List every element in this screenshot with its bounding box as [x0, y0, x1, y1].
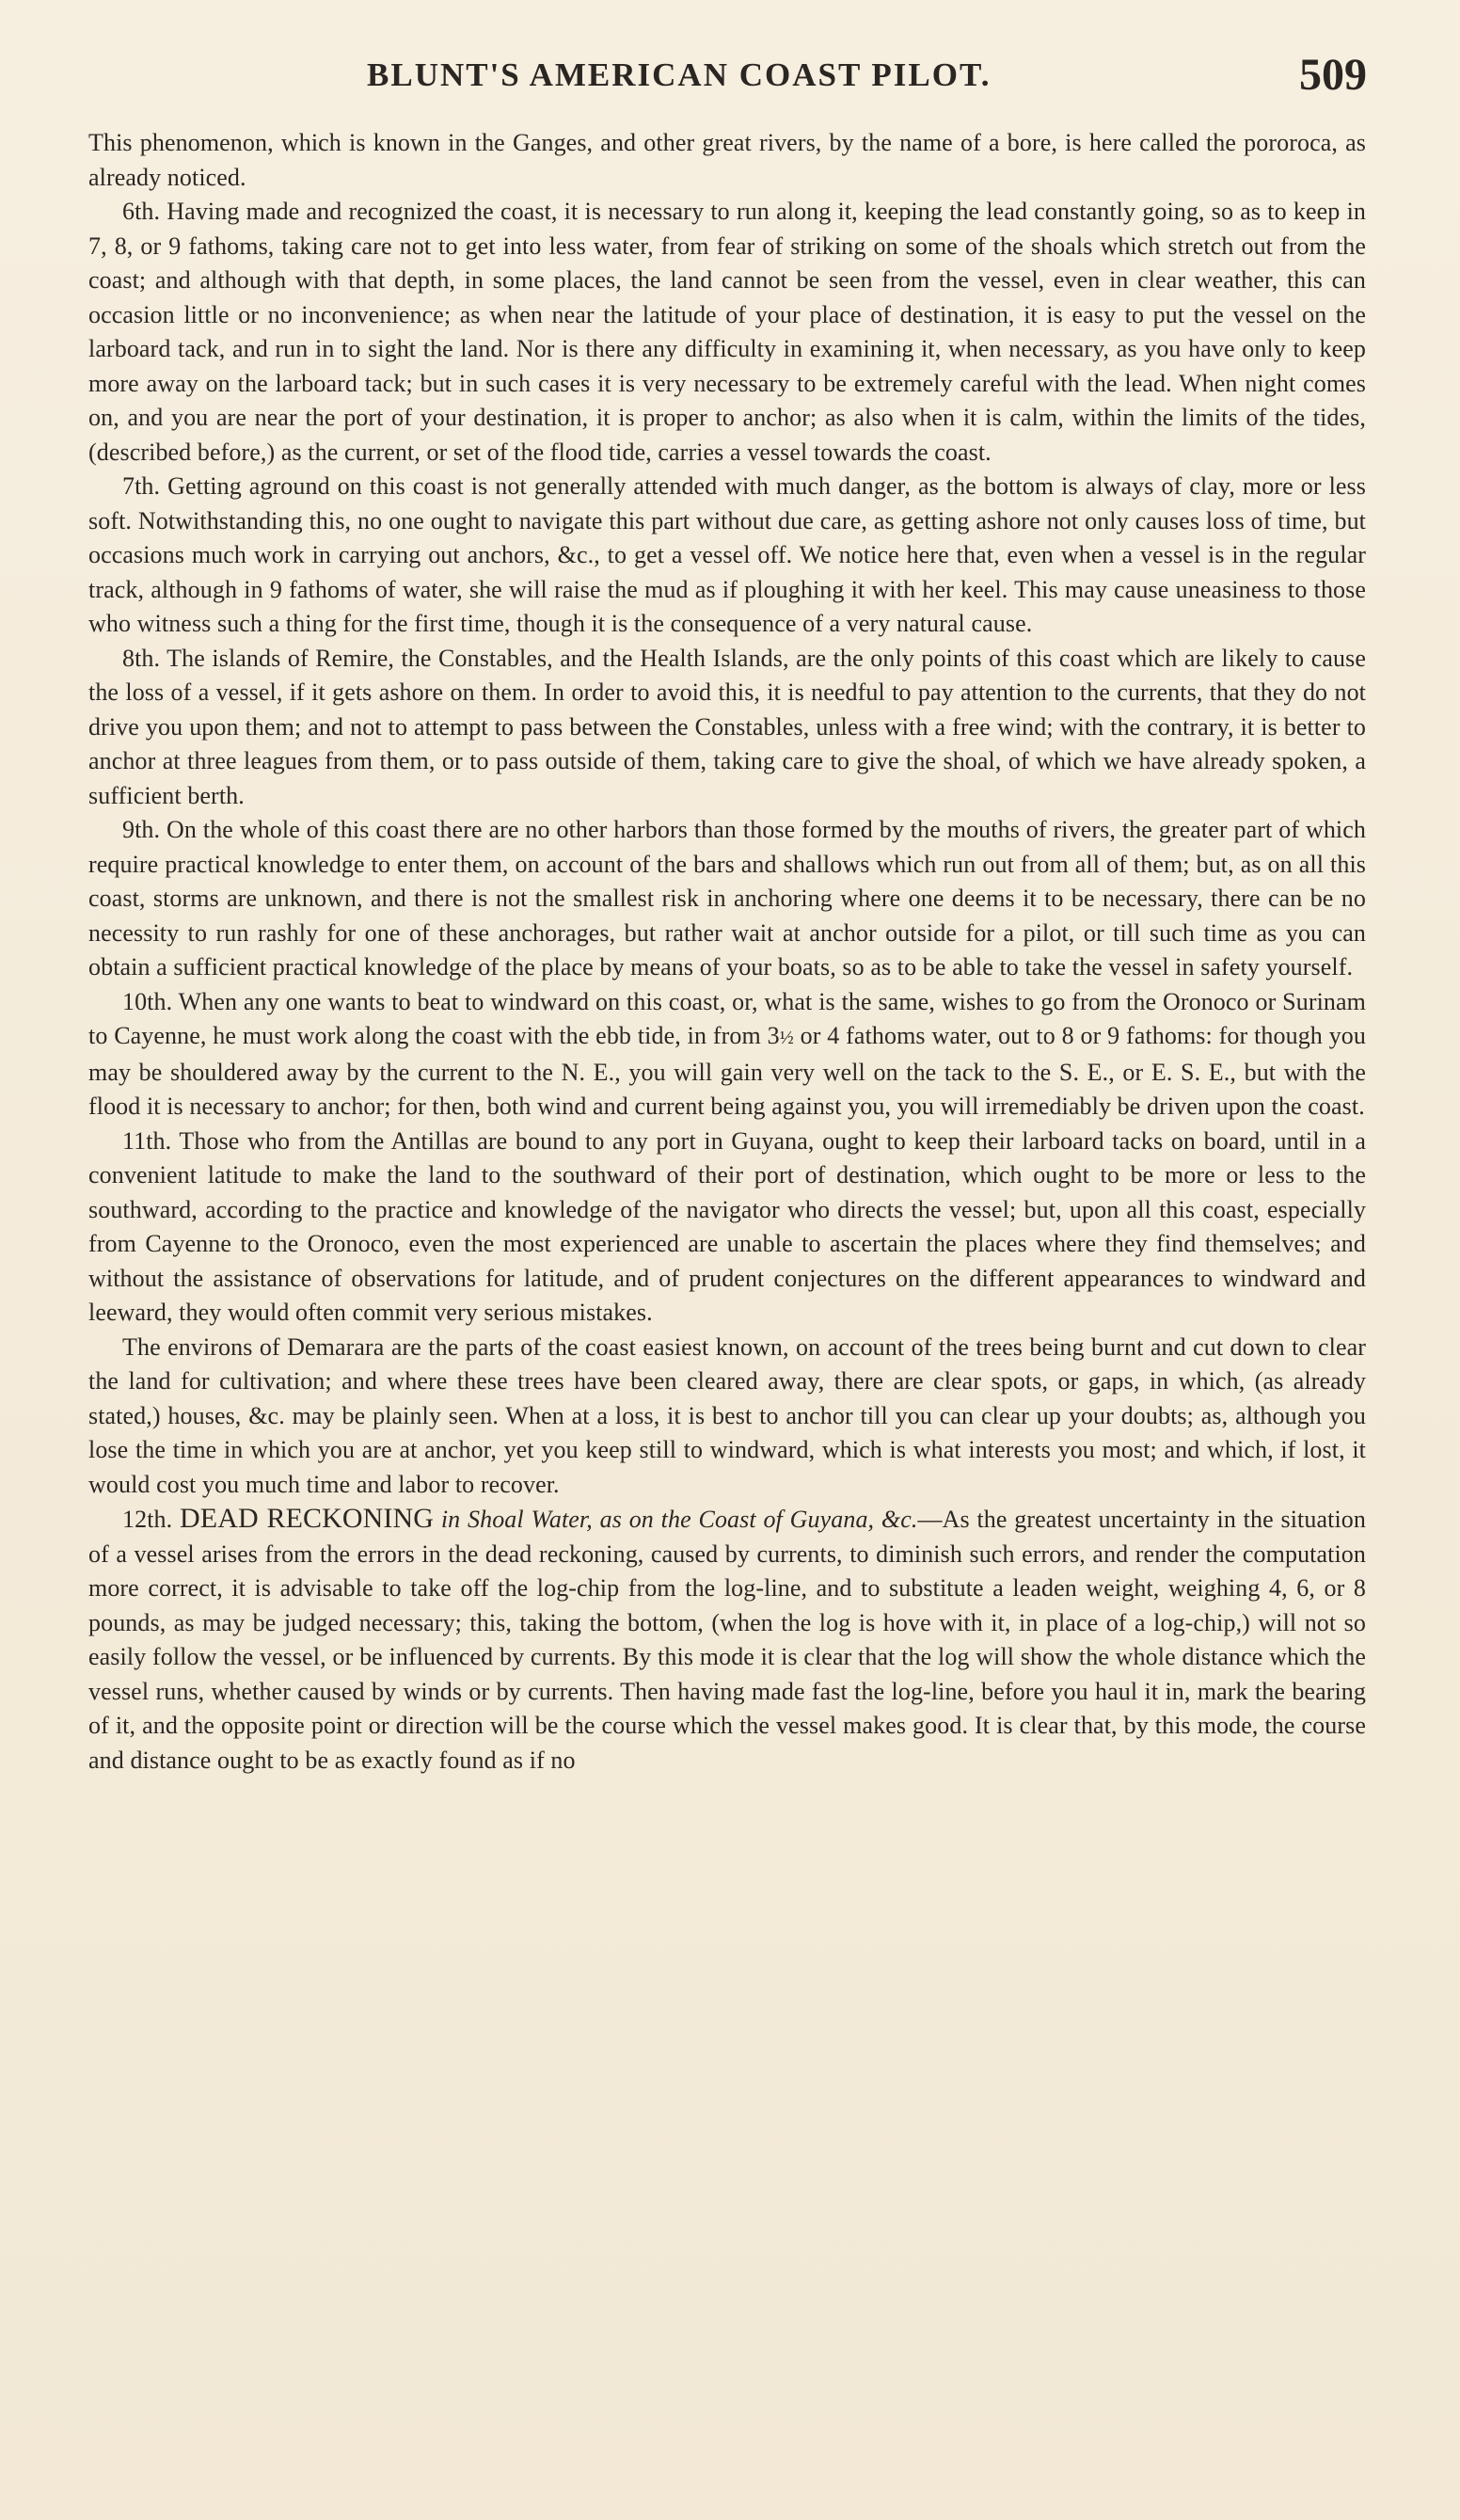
- paragraph-11th: 11th. Those who from the Antillas are bound to any port in Guyana, ought to keep their larboard tacks on board, until in a convenient latitude to make the land to the southward of their port of destination, which ought to be more or less to the southward, according to the practice and knowledge of the navigator who directs the vessel; but, upon all this coast, especially from Cayenne to the Oronoco, even the most experienced are unable to ascertain the places where they find themselves; and without the assistance of observations for latitude, and of prudent conjectures on the different appearances to windward and leeward, they would often commit very serious mistakes.: [88, 1126, 1366, 1326]
- paragraph-8th: 8th. The islands of Remire, the Constables, and the Health Islands, are the only points of this coast which are likely to cause the loss of a vessel, if it gets ashore on them. In order to avoid this, it is needful to pay attention to the currents, that they do not drive you upon them; and not to attempt to pass between the Constables, unless with a free wind; with the contrary, it is better to anchor at three leagues from them, or to pass outside of them, taking care to give the shoal, of which we have already spoken, a sufficient berth.: [88, 644, 1366, 809]
- paragraph-9th: 9th. On the whole of this coast there are no other harbors than those formed by the mouths of rivers, the greater part of which require practical knowledge to enter them, on account of the bars and shallows which run out from all of them; but, as on all this coast, storms are unknown, and there is not the smallest risk in anchoring where one deems it to be necessary, there can be no necessity to run rashly for one of these anchorages, but rather wait at anchor outside for a pilot, or till such time as you can obtain a sufficient practical knowledge of the place by means of your boats, so as to be able to take the vessel in safety yourself.: [88, 816, 1366, 981]
- running-title: BLUNT'S AMERICAN COAST PILOT.: [367, 56, 992, 93]
- section-subheading-shoal-water: in Shoal Water, as on the Coast of Guyana, &c.: [440, 1506, 918, 1533]
- body-text: [88, 126, 1366, 1778]
- paragraph-10th-part-a: 10th. When any one wants to beat to windward on this coast, or, what is the same, wishes to go from the Oronoco or Surinam to Cayenne, he must work along the coast with the ebb tide, in from 3: [88, 987, 1366, 1049]
- paragraph-12th-number: 12th.: [122, 1506, 173, 1533]
- paragraph-10th: [88, 985, 1366, 1124]
- paragraph-7th: 7th. Getting aground on this coast is not generally attended with much danger, as the bottom is always of clay, more or less soft. Notwithstanding this, no one ought to navigate this part without due care, as getting ashore not only causes loss of time, but occasions much work in carrying out anchors, &c., to get a vessel off. We notice here that, even when a vessel is in the regular track, although in 9 fathoms of water, she will raise the mud as if ploughing it with her keel. This may cause uneasiness to those who witness such a thing for the first time, though it is the consequence of a very natural cause.: [88, 472, 1366, 637]
- paragraph-6th: 6th. Having made and recognized the coast, it is necessary to run along it, keeping the lead constantly going, so as to keep in 7, 8, or 9 fathoms, taking care not to get into less water, from fear of striking on some of the shoals which stretch out from the coast; and although with that depth, in some places, the land cannot be seen from the vessel, even in clear weather, this can occasion little or no inconvenience; as when near the latitude of your place of destination, it is easy to put the vessel on the larboard tack, and run in to sight the land. Nor is there any difficulty in examining it, when necessary, as you have only to keep more away on the larboard tack; but in such cases it is very necessary to be extremely careful with the lead. When night comes on, and you are near the port of your destination, it is proper to anchor; as also when it is calm, within the limits of the tides, (described before,) as the current, or set of the flood tide, carries a vessel towards the coast.: [88, 198, 1366, 466]
- paragraph-12th: [88, 1502, 1366, 1778]
- paragraph-10th-part-b: or 4 fathoms water, out to 8 or 9 fathoms: for though you may be shouldered away by the current to the N. E., you will gain very well on the tack to the S. E., or E. S. E., but with the flood it is necessary to anchor; for then, both wind and current being against you, you will irremediably be driven upon the coast.: [88, 1022, 1366, 1120]
- paragraph-bore: This phenomenon, which is known in the Ganges, and other great rivers, by the name of a bore, is here called the pororoca, as already noticed.: [88, 129, 1366, 191]
- running-head: [120, 49, 1367, 105]
- paragraph-12th-body: —As the greatest uncertainty in the situation of a vessel arises from the errors in the dead reckoning, caused by currents, to diminish such errors, and render the computation more correct, it is advisable to take off the log-chip from the log-line, and to substitute a leaden weight, weighing 4, 6, or 8 pounds, as may be judged necessary; this, taking the bottom, (when the log is hove with it, in place of a log-chip,) will not so easily follow the vessel, or be influenced by currents. By this mode it is clear that the log will show the whole distance which the vessel runs, whether caused by winds or by currents. Then having made fast the log-line, before you haul it in, mark the bearing of it, and the opposite point or direction will be the course which the vessel makes good. It is clear that, by this mode, the course and distance ought to be as exactly found as if no: [88, 1506, 1366, 1774]
- fraction-half: ½: [779, 1028, 794, 1048]
- page-number: 509: [1299, 50, 1367, 100]
- section-heading-dead-reckoning: DEAD RECKONING: [180, 1503, 435, 1534]
- paragraph-demarara: The environs of Demarara are the parts of the coast easiest known, on account of the trees being burnt and cut down to clear the land for cultivation; and where these trees have been cleared away, there are clear spots, or gaps, in which, (as already stated,) houses, &c. may be plainly seen. When at a loss, it is best to anchor till you can clear up your doubts; as, although you lose the time in which you are at anchor, yet you keep still to windward, which is what interests you most; and which, if lost, it would cost you much time and labor to recover.: [88, 1332, 1366, 1498]
